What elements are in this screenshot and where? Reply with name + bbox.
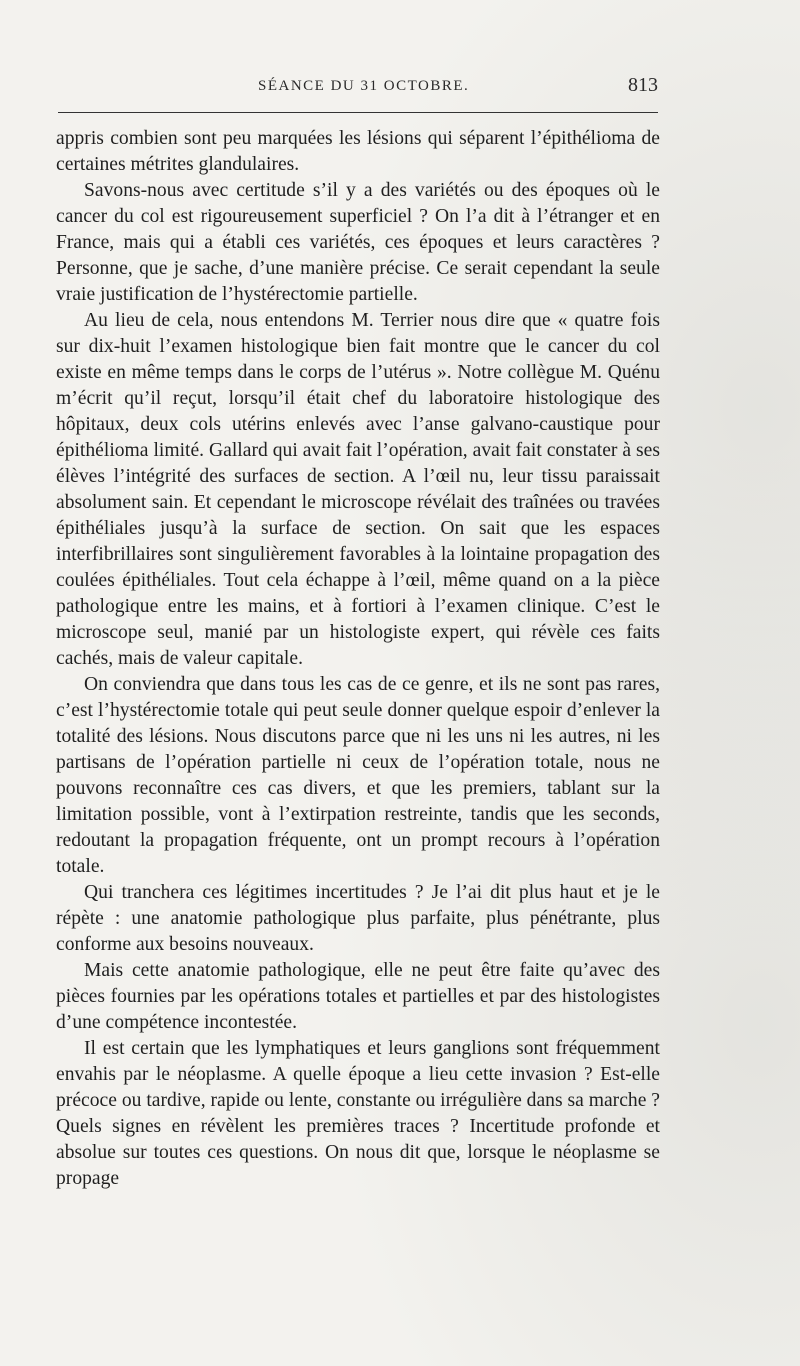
paragraph-1: appris combien sont peu marquées les lésions qui séparent l’épithélioma de certaines métrites glandulaires.: [56, 128, 660, 175]
page-number: 813: [628, 74, 658, 96]
header-rule: [58, 112, 658, 113]
body-text: [56, 126, 660, 1192]
paragraph-7: Il est certain que les lymphatiques et leurs ganglions sont fréquemment envahis par le néoplasme. A quelle époque a lieu cette invasion ? Est-elle précoce ou tardive, rapide ou lente, constante ou irrégulière dans sa marche ? Quels signes en révèlent les premières traces ? Incertitude profonde et absolue sur toutes ces questions. On nous dit que, lorsque le néoplasme se propage: [56, 1038, 660, 1189]
page-header: [58, 74, 658, 104]
paragraph-2: Savons-nous avec certitude s’il y a des variétés ou des époques où le cancer du col est rigoureusement superficiel ? On l’a dit à l’étranger et en France, mais qui a établi ces variétés, ces époques et leurs caractères ? Personne, que je sache, d’une manière précise. Ce serait cependant la seule vraie justification de l’hystérectomie partielle.: [56, 180, 660, 305]
paragraph-5: Qui tranchera ces légitimes incertitudes ? Je l’ai dit plus haut et je le répète : une anatomie pathologique plus parfaite, plus pénétrante, plus conforme aux besoins nouveaux.: [56, 882, 660, 955]
paragraph-4: On conviendra que dans tous les cas de ce genre, et ils ne sont pas rares, c’est l’hystérectomie totale qui peut seule donner quelque espoir d’enlever la totalité des lésions. Nous discutons parce que ni les uns ni les autres, ni les partisans de l’opération partielle ni ceux de l’opération totale, nous ne pouvons reconnaître ces cas divers, et que les premiers, tablant sur la limitation possible, vont à l’extirpation restreinte, tandis que les seconds, redoutant la propagation fréquente, ont un prompt recours à l’opération totale.: [56, 674, 660, 877]
running-head: SÉANCE DU 31 OCTOBRE.: [258, 78, 470, 94]
paragraph-6: Mais cette anatomie pathologique, elle ne peut être faite qu’avec des pièces fournies par les opérations totales et partielles et par des histologistes d’une compétence incontestée.: [56, 960, 660, 1033]
paragraph-3: Au lieu de cela, nous entendons M. Terrier nous dire que « quatre fois sur dix-huit l’examen histologique bien fait montre que le cancer du col existe en même temps dans le corps de l’utérus ». Notre collègue M. Quénu m’écrit qu’il reçut, lorsqu’il était chef du laboratoire histologique des hôpitaux, deux cols utérins enlevés avec l’anse galvano-caustique pour épithélioma limité. Gallard qui avait fait l’opération, avait fait constater à ses élèves l’intégrité des surfaces de section. A l’œil nu, leur tissu paraissait absolument sain. Et cependant le microscope révélait des traînées ou travées épithéliales jusqu’à la surface de section. On sait que les espaces interfibrillaires sont singulièrement favorables à la lointaine propagation des coulées épithéliales. Tout cela échappe à l’œil, même quand on a la pièce pathologique entre les mains, et à fortiori à l’examen clinique. C’est le microscope seul, manié par un histologiste expert, qui révèle ces faits cachés, mais de valeur capitale.: [56, 310, 660, 669]
